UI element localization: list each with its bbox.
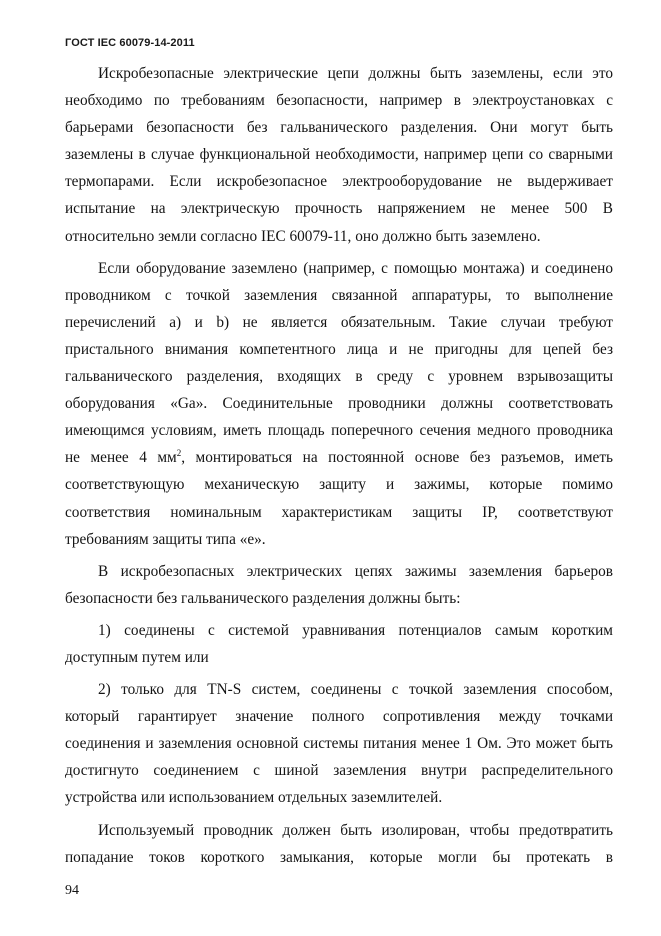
text-line: соответствия номинальным характеристикам защиты IP, соответствуют [65, 503, 613, 521]
text-line: Используемый проводник должен быть изолирован, чтобы предотвратить [98, 821, 613, 839]
text-line: попадание токов короткого замыкания, которые могли бы протекать в [65, 848, 613, 866]
text-line: термопарами. Если искробезопасное электрооборудование не выдерживает [65, 173, 613, 191]
paragraph-2 [65, 255, 613, 553]
text-line: 2) только для TN-S систем, соединены с точкой заземления способом, [98, 681, 613, 699]
text-line: относительно земли согласно IEC 60079-11, оно должно быть заземлено. [65, 227, 541, 245]
text-line: имеющимся условиям, иметь площадь поперечного сечения медного проводника [65, 422, 613, 440]
text-line: заземлены в случае функциональной необходимости, например цепи со сварными [65, 146, 613, 164]
text-line: В искробезопасных электрических цепях зажимы заземления барьеров [98, 562, 613, 580]
body-text [65, 60, 613, 871]
paragraph-5 [65, 676, 613, 811]
text-line: Искробезопасные электрические цепи должны быть заземлены, если это [98, 65, 613, 82]
text-line: перечислений а) и b) не является обязательным. Такие случаи требуют [65, 313, 613, 331]
page-header-standard-code: ГОСТ IEC 60079-14-2011 [65, 37, 195, 49]
text-line: барьерами безопасности без гальванического разделения. Они могут быть [65, 119, 613, 137]
text-line: доступным путем или [65, 648, 209, 666]
paragraph-6 [65, 817, 613, 871]
text-line: 1) соединены с системой уравнивания потенциалов самым коротким [98, 621, 613, 639]
text-line: пристального внимания компетентного лица и не пригодны для цепей без [65, 340, 613, 358]
text-line: гальванического разделения, входящих в среду с уровнем взрывозащиты [65, 368, 613, 386]
text-line: устройства или использованием отдельных заземлителей. [65, 789, 443, 807]
text-line: испытание на электрическую прочность напряжением не менее 500 В [65, 200, 613, 218]
text-line: достигнуто соединением с шиной заземления внутри распределительного [65, 762, 613, 780]
text-line: Если оборудование заземлено (например, с помощью монтажа) и соединено [98, 259, 613, 277]
text-line: соответствующую механическую защиту и зажимы, которые помимо [65, 476, 613, 494]
text-line: требованиям защиты типа «е». [65, 530, 266, 548]
text-line: безопасности без гальванического разделения должны быть: [65, 589, 461, 607]
text-line: который гарантирует значение полного сопротивления между точками [65, 708, 613, 726]
text-segment: , монтироваться на постоянной основе без разъемов, иметь [181, 449, 613, 467]
text-segment: не менее 4 мм [65, 449, 177, 467]
text-line: необходимо по требованиям безопасности, например в электроустановках с [65, 92, 613, 110]
paragraph-3 [65, 558, 613, 612]
page-number: 94 [65, 883, 79, 898]
text-line-with-superscript [65, 444, 613, 471]
text-line: соединения и заземления основной системы питания менее 1 Ом. Это может быть [65, 735, 613, 753]
superscript: 2 [176, 448, 182, 459]
paragraph-1 [65, 60, 613, 250]
paragraph-4 [65, 617, 613, 671]
text-line: проводником с точкой заземления связанной аппаратуры, то выполнение [65, 286, 613, 304]
text-line: оборудования «Ga». Соединительные проводники должны соответствовать [65, 395, 613, 413]
